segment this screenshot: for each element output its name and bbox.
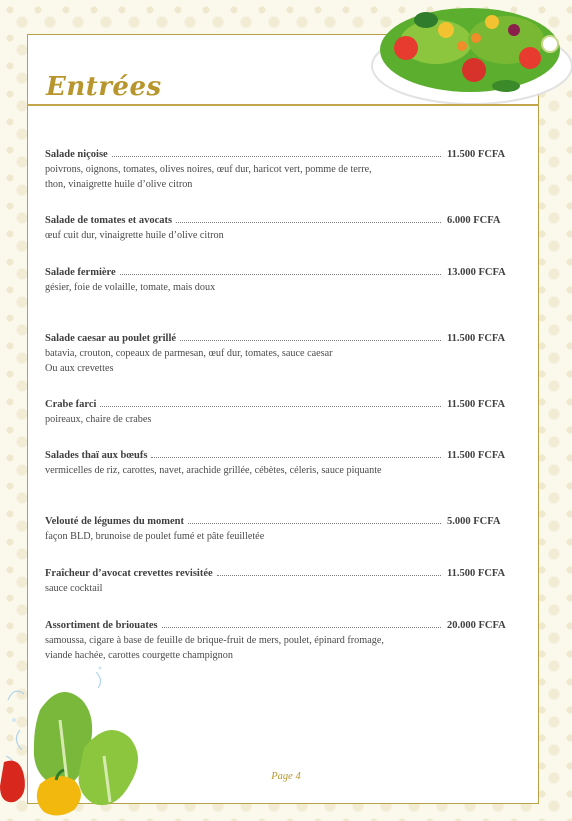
- menu-item: [45, 331, 515, 376]
- dotted-leader: [217, 566, 441, 576]
- menu-item: [45, 265, 515, 295]
- menu-item: [45, 147, 515, 192]
- dotted-leader: [100, 397, 441, 407]
- salad-bowl-image: [366, 0, 572, 108]
- item-price: 11.500 FCFA: [447, 568, 506, 579]
- dotted-leader: [162, 618, 441, 628]
- item-name: Salade fermière: [45, 267, 116, 278]
- dotted-leader: [176, 213, 441, 223]
- item-price: 11.500 FCFA: [447, 333, 506, 344]
- page-number: Page 4: [271, 771, 301, 782]
- menu-item: [45, 566, 515, 596]
- item-description-extra: Ou aux crevettes: [45, 363, 114, 374]
- item-price: 5.000 FCFA: [447, 516, 501, 527]
- item-description: sauce cocktail: [45, 583, 103, 594]
- item-name: Salade de tomates et avocats: [45, 215, 173, 226]
- item-name: Fraîcheur d’avocat crevettes revisitée: [45, 568, 213, 579]
- title-divider: [27, 104, 539, 106]
- dotted-leader: [112, 147, 441, 157]
- item-description: façon BLD, brunoise de poulet fumé et pâte feuilletée: [45, 531, 265, 542]
- item-description: vermicelles de riz, carottes, navet, arachide grillée, cébètes, céleris, sauce piquante: [45, 465, 382, 476]
- dotted-leader: [180, 331, 441, 341]
- item-price: 11.500 FCFA: [447, 450, 506, 461]
- item-name: Salade caesar au poulet grillé: [45, 333, 177, 344]
- item-price: 11.500 FCFA: [447, 399, 506, 410]
- lettuce-and-peppers-image: [0, 660, 160, 821]
- dotted-leader: [120, 265, 441, 275]
- dotted-leader: [188, 514, 441, 524]
- page-title: Entrées: [46, 72, 162, 102]
- item-price: 6.000 FCFA: [447, 215, 501, 226]
- item-name: Crabe farci: [45, 399, 97, 410]
- menu-item: [45, 397, 515, 427]
- menu-item: [45, 448, 515, 478]
- item-description: œuf cuit dur, vinaigrette huile d’olive citron: [45, 230, 224, 241]
- item-name: Velouté de légumes du moment: [45, 516, 185, 527]
- item-description: batavia, crouton, copeaux de parmesan, œuf dur, tomates, sauce caesar: [45, 348, 333, 359]
- item-price: 11.500 FCFA: [447, 149, 506, 160]
- item-description: poireaux, chaire de crabes: [45, 414, 152, 425]
- item-name: Assortiment de briouates: [45, 620, 158, 631]
- item-name: Salades thaï aux bœufs: [45, 450, 148, 461]
- dotted-leader: [151, 448, 441, 458]
- item-name: Salade niçoise: [45, 149, 108, 160]
- item-description: gésier, foie de volaille, tomate, mais doux: [45, 282, 216, 293]
- item-description: poivrons, oignons, tomates, olives noires, œuf dur, haricot vert, pomme de terre, thon, vinaigrette huile d’olive citron: [45, 164, 372, 190]
- item-price: 13.000 FCFA: [447, 267, 506, 278]
- item-price: 20.000 FCFA: [447, 620, 506, 631]
- menu-item: [45, 213, 515, 243]
- item-description: samoussa, cigare à base de feuille de brique-fruit de mers, poulet, épinard fromage, viande hachée, carottes courgette champignon: [45, 635, 384, 661]
- menu-item: [45, 514, 515, 544]
- menu-item: [45, 618, 515, 663]
